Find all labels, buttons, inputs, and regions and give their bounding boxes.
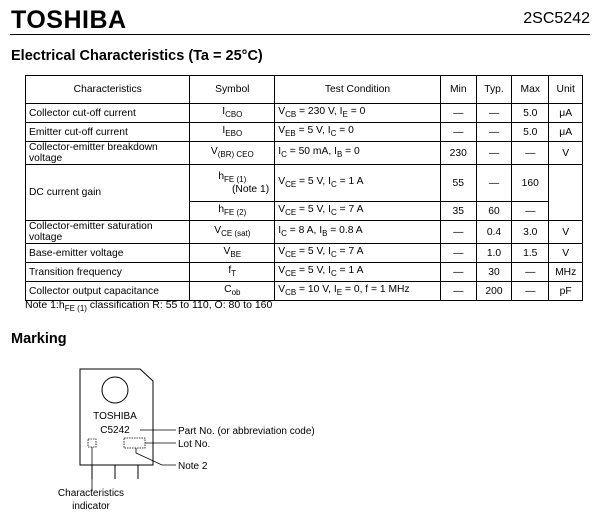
cell-symbol: $V_{(BR) CEO}$ (190, 142, 275, 165)
cell-max: 160 (512, 165, 549, 202)
package-brand-text: TOSHIBA (93, 411, 137, 422)
characteristics-indicator-box (88, 439, 96, 447)
electrical-characteristics-table (25, 75, 583, 301)
cell-min: — (440, 263, 476, 282)
table-row (26, 104, 583, 123)
cell-typ: 0.4 (476, 221, 511, 244)
cell-max: — (512, 263, 549, 282)
cell-typ: — (476, 104, 511, 123)
table-row (26, 263, 583, 282)
cell-typ: — (476, 165, 511, 202)
marking-diagram (0, 355, 600, 515)
cell-max: — (512, 142, 549, 165)
cell-condition: $V_{EB} = 5$ V, $I_C = 0$ (275, 123, 441, 142)
brand-logo: TOSHIBA (11, 6, 127, 34)
table-header-row (26, 76, 583, 104)
column-header: Test Condition (275, 76, 441, 104)
cell-min: — (440, 221, 476, 244)
cell-max: 3.0 (512, 221, 549, 244)
cell-max: 5.0 (512, 123, 549, 142)
column-header: Typ. (476, 76, 511, 104)
mounting-hole (102, 377, 128, 403)
column-header: Unit (549, 76, 583, 104)
cell-condition: $I_C = 8$ A, $I_B = 0.8$ A (275, 221, 441, 244)
cell-min: — (440, 282, 476, 301)
table-row (26, 123, 583, 142)
cell-symbol: $C_{ob}$ (190, 282, 275, 301)
section-title-electrical: Electrical Characteristics (Ta = 25°C) (11, 48, 263, 64)
cell-min: — (440, 104, 476, 123)
cell-max: 1.5 (512, 244, 549, 263)
part-number: 2SC5242 (523, 10, 590, 27)
cell-symbol: $h_{FE (1)}$ (Note 1) (190, 165, 275, 202)
cell-min: — (440, 123, 476, 142)
cell-characteristic: Collector cut-off current (26, 104, 190, 123)
callout-lot-no: Lot No. (178, 439, 211, 450)
cell-unit: V (549, 142, 583, 165)
note-1: Note $1:h_{FE (1)}$ classification R: 55 to 110, O: 80 to 160 (25, 299, 273, 314)
cell-condition: $I_C = 50$ mA, $I_B = 0$ (275, 142, 441, 165)
cell-max: — (512, 202, 549, 221)
cell-condition: $V_{CB} = 10$ V, $I_E = 0$, f = 1 MHz (275, 282, 441, 301)
table-row (26, 221, 583, 244)
cell-typ: — (476, 142, 511, 165)
cell-unit: V (549, 221, 583, 244)
package-part-text: C5242 (100, 425, 130, 436)
callout-indicator-line1: Characteristics (57, 488, 125, 499)
column-header: Max (512, 76, 549, 104)
column-header: Min (440, 76, 476, 104)
cell-unit (549, 165, 583, 221)
cell-condition: $V_{CE} = 5$ V, $I_C = 1$ A (275, 165, 441, 202)
cell-min: 230 (440, 142, 476, 165)
cell-min: 35 (440, 202, 476, 221)
cell-characteristic: Emitter cut-off current (26, 123, 190, 142)
cell-condition: $V_{CB} = 230$ V, $I_E = 0$ (275, 104, 441, 123)
section-title-marking: Marking (11, 331, 67, 347)
cell-min: 55 (440, 165, 476, 202)
callout-part-no: Part No. (or abbreviation code) (178, 426, 315, 437)
table-row (26, 244, 583, 263)
cell-min: — (440, 244, 476, 263)
cell-unit: μA (549, 104, 583, 123)
cell-symbol: $h_{FE (2)}$ (190, 202, 275, 221)
cell-characteristic: Transition frequency (26, 263, 190, 282)
cell-typ: 1.0 (476, 244, 511, 263)
cell-symbol: $V_{BE}$ (190, 244, 275, 263)
cell-max: 5.0 (512, 104, 549, 123)
lot-number-box (124, 438, 145, 448)
cell-condition: $V_{CE} = 5$ V, $I_C = 7$ A (275, 244, 441, 263)
table-row (26, 142, 583, 165)
cell-symbol: $V_{CE (sat)}$ (190, 221, 275, 244)
callout-indicator-line2: indicator (72, 501, 110, 512)
cell-characteristic: Collector-emitter breakdown voltage (26, 142, 190, 165)
cell-symbol: $I_{CBO}$ (190, 104, 275, 123)
cell-unit: MHz (549, 263, 583, 282)
cell-unit: V (549, 244, 583, 263)
cell-characteristic: Collector-emitter saturation voltage (26, 221, 190, 244)
table-row (26, 282, 583, 301)
cell-symbol: $f_T$ (190, 263, 275, 282)
cell-characteristic: Collector output capacitance (26, 282, 190, 301)
cell-typ: — (476, 123, 511, 142)
column-header: Symbol (190, 76, 275, 104)
cell-unit: pF (549, 282, 583, 301)
page-header (0, 0, 600, 34)
cell-condition: $V_{CE} = 5$ V, $I_C = 7$ A (275, 202, 441, 221)
cell-typ: 60 (476, 202, 511, 221)
cell-max: — (512, 282, 549, 301)
callout-line-note2 (136, 448, 176, 465)
table-row (26, 165, 583, 202)
cell-condition: $V_{CE} = 5$ V, $I_C = 1$ A (275, 263, 441, 282)
cell-unit: μA (549, 123, 583, 142)
callout-note2: Note 2 (178, 461, 208, 472)
cell-typ: 200 (476, 282, 511, 301)
cell-symbol: $I_{EBO}$ (190, 123, 275, 142)
column-header: Characteristics (26, 76, 190, 104)
cell-typ: 30 (476, 263, 511, 282)
cell-characteristic: DC current gain (26, 165, 190, 221)
header-divider (10, 34, 590, 35)
cell-characteristic: Base-emitter voltage (26, 244, 190, 263)
